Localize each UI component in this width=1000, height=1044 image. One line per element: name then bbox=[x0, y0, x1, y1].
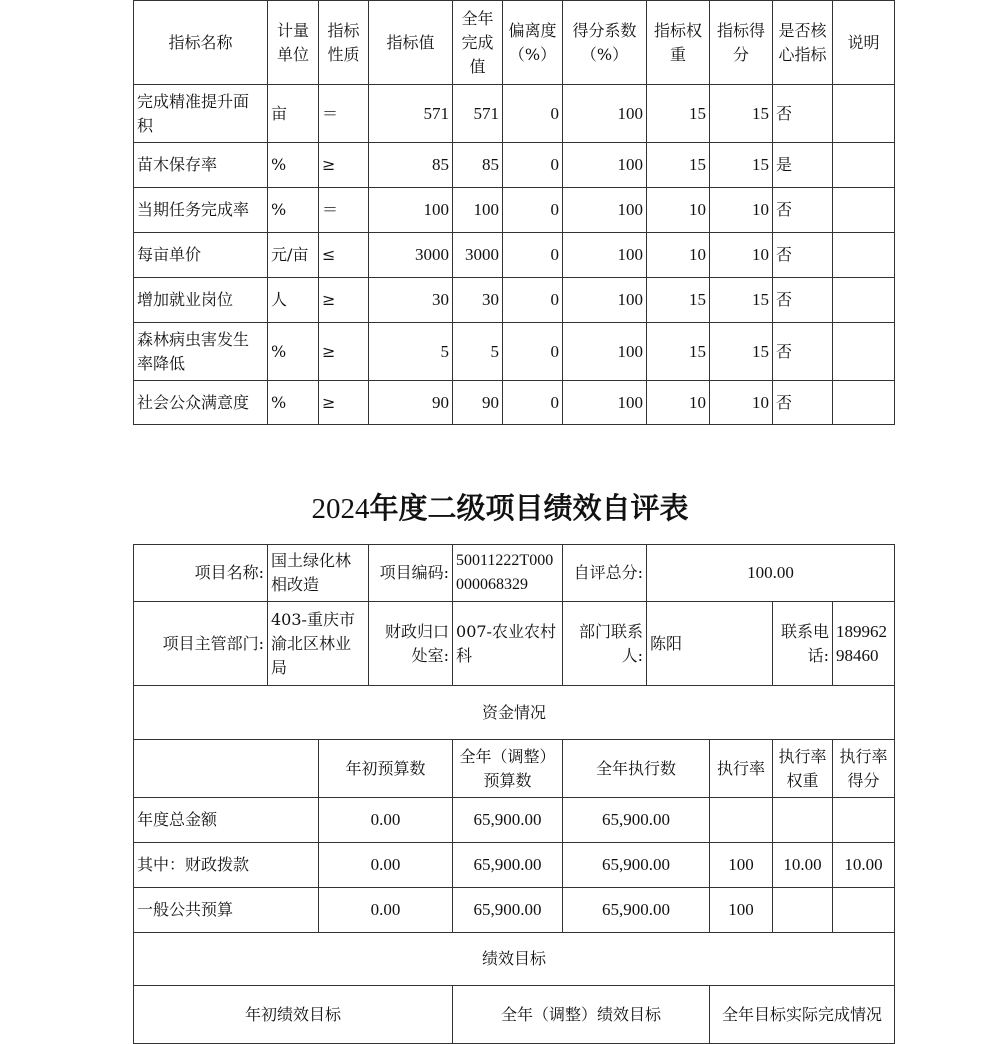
actual-value: 85 bbox=[453, 143, 503, 188]
note bbox=[833, 143, 895, 188]
deviation: 0 bbox=[503, 143, 563, 188]
dept-label: 项目主管部门: bbox=[134, 602, 268, 686]
score-coefficient: 100 bbox=[563, 381, 647, 425]
weight: 10 bbox=[647, 188, 710, 233]
dept-info-row bbox=[134, 602, 895, 686]
contact-label: 部门联系人: bbox=[563, 602, 647, 686]
indicator-name: 苗木保存率 bbox=[134, 143, 268, 188]
table-row bbox=[134, 323, 895, 381]
project-code-label: 项目编码: bbox=[369, 545, 453, 602]
actual-value: 100 bbox=[453, 188, 503, 233]
score: 10 bbox=[710, 233, 773, 278]
weight: 15 bbox=[647, 85, 710, 143]
score-coefficient: 100 bbox=[563, 188, 647, 233]
is-core: 是 bbox=[773, 143, 833, 188]
header-cell: 指标权重 bbox=[647, 1, 710, 85]
nature: ≥ bbox=[319, 143, 369, 188]
header-cell: 年初预算数 bbox=[319, 740, 453, 798]
deviation: 0 bbox=[503, 278, 563, 323]
target-value: 3000 bbox=[369, 233, 453, 278]
finance-label: 财政归口处室: bbox=[369, 602, 453, 686]
contact: 陈阳 bbox=[647, 602, 773, 686]
score-coefficient: 100 bbox=[563, 278, 647, 323]
header-cell: 全年（调整）预算数 bbox=[453, 740, 563, 798]
header-cell: 是否核心指标 bbox=[773, 1, 833, 85]
table-row bbox=[134, 85, 895, 143]
header-cell: 指标性质 bbox=[319, 1, 369, 85]
adjusted-budget: 65,900.00 bbox=[453, 798, 563, 843]
score: 10 bbox=[710, 381, 773, 425]
indicator-name: 每亩单价 bbox=[134, 233, 268, 278]
unit: % bbox=[268, 188, 319, 233]
nature: ≥ bbox=[319, 381, 369, 425]
header-cell: 得分系数（%） bbox=[563, 1, 647, 85]
deviation: 0 bbox=[503, 233, 563, 278]
table-row bbox=[134, 143, 895, 188]
header-cell: 全年执行数 bbox=[563, 740, 710, 798]
header-cell: 全年完成值 bbox=[453, 1, 503, 85]
project-info-row bbox=[134, 545, 895, 602]
score: 15 bbox=[710, 143, 773, 188]
header-cell: 执行率得分 bbox=[833, 740, 895, 798]
nature: ＝ bbox=[319, 188, 369, 233]
phone: 18996298460 bbox=[833, 602, 895, 686]
nature: ≤ bbox=[319, 233, 369, 278]
project-name-label: 项目名称: bbox=[134, 545, 268, 602]
rate-score: 10.00 bbox=[833, 843, 895, 888]
weight: 10 bbox=[647, 381, 710, 425]
executed-amount: 65,900.00 bbox=[563, 888, 710, 933]
header-cell: 指标值 bbox=[369, 1, 453, 85]
header-cell: 指标名称 bbox=[134, 1, 268, 85]
target-value: 90 bbox=[369, 381, 453, 425]
rate-score bbox=[833, 888, 895, 933]
actual-value: 30 bbox=[453, 278, 503, 323]
target-value: 30 bbox=[369, 278, 453, 323]
note bbox=[833, 323, 895, 381]
deviation: 0 bbox=[503, 323, 563, 381]
is-core: 否 bbox=[773, 381, 833, 425]
executed-amount: 65,900.00 bbox=[563, 798, 710, 843]
self-score-label: 自评总分: bbox=[563, 545, 647, 602]
initial-budget: 0.00 bbox=[319, 798, 453, 843]
row-label: 一般公共预算 bbox=[134, 888, 319, 933]
weight: 10 bbox=[647, 233, 710, 278]
row-label: 年度总金额 bbox=[134, 798, 319, 843]
actual-value: 5 bbox=[453, 323, 503, 381]
unit: 元/亩 bbox=[268, 233, 319, 278]
score-coefficient: 100 bbox=[563, 323, 647, 381]
weight: 15 bbox=[647, 323, 710, 381]
initial-budget: 0.00 bbox=[319, 888, 453, 933]
weight: 15 bbox=[647, 278, 710, 323]
header-cell: 执行率 bbox=[710, 740, 773, 798]
page-title bbox=[0, 486, 1000, 531]
unit: 亩 bbox=[268, 85, 319, 143]
deviation: 0 bbox=[503, 381, 563, 425]
table-row bbox=[134, 188, 895, 233]
unit: 人 bbox=[268, 278, 319, 323]
unit: % bbox=[268, 323, 319, 381]
title-text: 年度二级项目绩效自评表 bbox=[369, 491, 689, 525]
rate-score bbox=[833, 798, 895, 843]
is-core: 否 bbox=[773, 233, 833, 278]
unit: % bbox=[268, 143, 319, 188]
note bbox=[833, 85, 895, 143]
project-name: 国土绿化林相改造 bbox=[268, 545, 369, 602]
empty-cell bbox=[134, 740, 319, 798]
header-cell: 全年目标实际完成情况 bbox=[710, 986, 895, 1044]
nature: ＝ bbox=[319, 85, 369, 143]
self-score: 100.00 bbox=[647, 545, 895, 602]
is-core: 否 bbox=[773, 188, 833, 233]
header-cell: 执行率权重 bbox=[773, 740, 833, 798]
indicator-name: 森林病虫害发生率降低 bbox=[134, 323, 268, 381]
score: 15 bbox=[710, 85, 773, 143]
rate-weight bbox=[773, 888, 833, 933]
score: 15 bbox=[710, 278, 773, 323]
project-code: 50011222T000000068329 bbox=[453, 545, 563, 602]
target-value: 5 bbox=[369, 323, 453, 381]
indicator-table bbox=[133, 0, 895, 425]
header-cell: 年初绩效目标 bbox=[134, 986, 453, 1044]
header-cell: 计量单位 bbox=[268, 1, 319, 85]
actual-value: 90 bbox=[453, 381, 503, 425]
rate-weight bbox=[773, 798, 833, 843]
note bbox=[833, 188, 895, 233]
note bbox=[833, 381, 895, 425]
deviation: 0 bbox=[503, 188, 563, 233]
title-year: 2024 bbox=[311, 493, 370, 525]
indicator-name: 当期任务完成率 bbox=[134, 188, 268, 233]
target-value: 571 bbox=[369, 85, 453, 143]
nature: ≥ bbox=[319, 278, 369, 323]
row-label: 其中：财政拨款 bbox=[134, 843, 319, 888]
header-cell: 偏离度（%） bbox=[503, 1, 563, 85]
table-row bbox=[134, 381, 895, 425]
execution-rate bbox=[710, 798, 773, 843]
table-row bbox=[134, 798, 895, 843]
table-row bbox=[134, 843, 895, 888]
score: 10 bbox=[710, 188, 773, 233]
weight: 15 bbox=[647, 143, 710, 188]
score-coefficient: 100 bbox=[563, 233, 647, 278]
table-row bbox=[134, 888, 895, 933]
actual-value: 571 bbox=[453, 85, 503, 143]
finance-office: 007-农业农村科 bbox=[453, 602, 563, 686]
executed-amount: 65,900.00 bbox=[563, 843, 710, 888]
deviation: 0 bbox=[503, 85, 563, 143]
perf-header-row bbox=[134, 986, 895, 1044]
note bbox=[833, 278, 895, 323]
score-coefficient: 100 bbox=[563, 143, 647, 188]
target-value: 100 bbox=[369, 188, 453, 233]
initial-budget: 0.00 bbox=[319, 843, 453, 888]
execution-rate: 100 bbox=[710, 843, 773, 888]
header-cell: 指标得分 bbox=[710, 1, 773, 85]
execution-rate: 100 bbox=[710, 888, 773, 933]
header-cell: 全年（调整）绩效目标 bbox=[453, 986, 710, 1044]
is-core: 否 bbox=[773, 278, 833, 323]
section-row bbox=[134, 686, 895, 740]
section-row bbox=[134, 933, 895, 986]
is-core: 否 bbox=[773, 323, 833, 381]
perf-section-title: 绩效目标 bbox=[134, 933, 895, 986]
unit: % bbox=[268, 381, 319, 425]
phone-label: 联系电话: bbox=[773, 602, 833, 686]
header-cell: 说明 bbox=[833, 1, 895, 85]
table-row bbox=[134, 233, 895, 278]
funds-section-title: 资金情况 bbox=[134, 686, 895, 740]
score: 15 bbox=[710, 323, 773, 381]
dept: 403-重庆市渝北区林业局 bbox=[268, 602, 369, 686]
score-coefficient: 100 bbox=[563, 85, 647, 143]
table-header-row bbox=[134, 1, 895, 85]
table-row bbox=[134, 278, 895, 323]
nature: ≥ bbox=[319, 323, 369, 381]
indicator-name: 完成精准提升面积 bbox=[134, 85, 268, 143]
actual-value: 3000 bbox=[453, 233, 503, 278]
rate-weight: 10.00 bbox=[773, 843, 833, 888]
indicator-name: 社会公众满意度 bbox=[134, 381, 268, 425]
is-core: 否 bbox=[773, 85, 833, 143]
target-value: 85 bbox=[369, 143, 453, 188]
adjusted-budget: 65,900.00 bbox=[453, 888, 563, 933]
note bbox=[833, 233, 895, 278]
self-evaluation-table bbox=[133, 544, 895, 1044]
adjusted-budget: 65,900.00 bbox=[453, 843, 563, 888]
indicator-name: 增加就业岗位 bbox=[134, 278, 268, 323]
funds-header-row bbox=[134, 740, 895, 798]
